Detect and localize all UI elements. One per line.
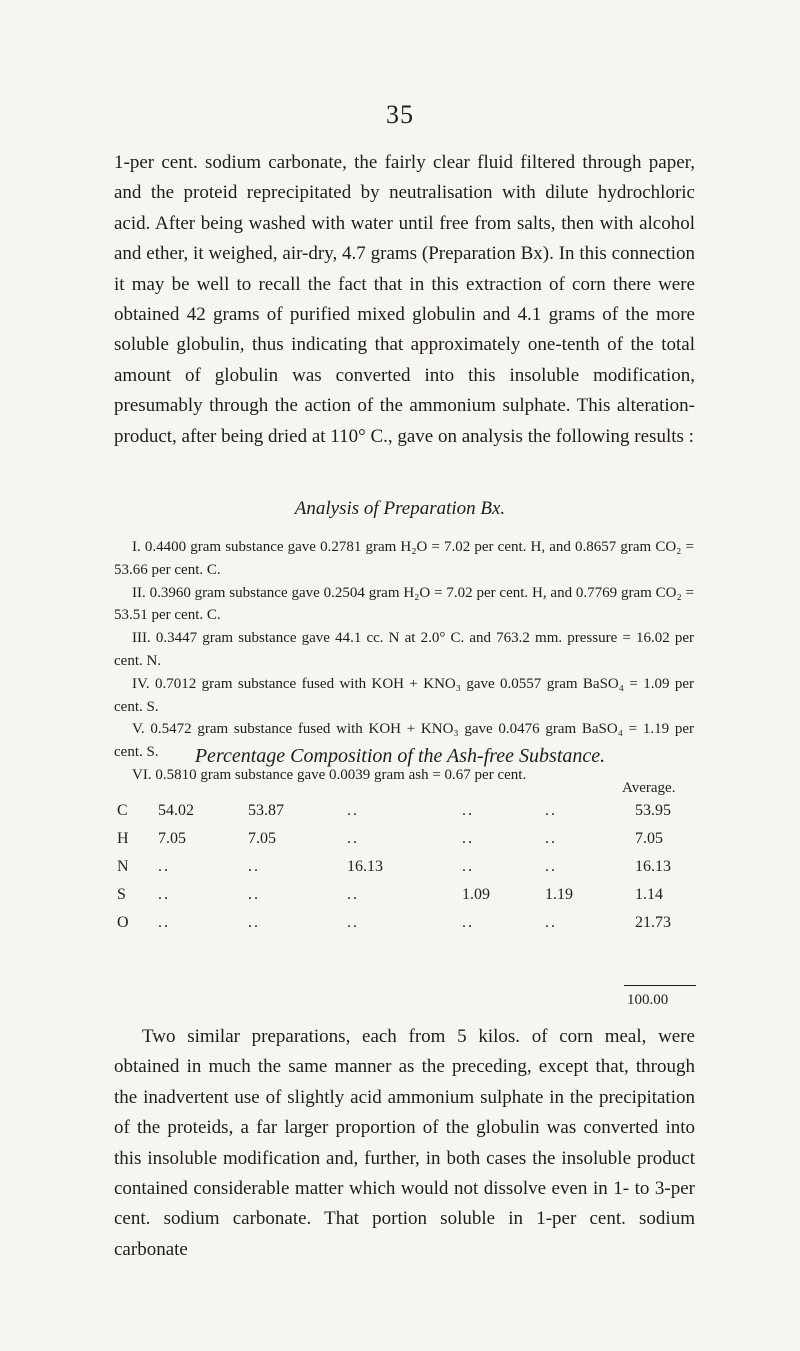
cell-c-5: .. — [545, 802, 557, 819]
paragraph-1: 1-per cent. sodium carbonate, the fairly clear fluid filtered through paper, and the proteid reprecipitated by neutralisation with dilute hydrochloric acid. After being washed with water until free from salts, then with alcohol and ether, it weighed, air-dry, 4.7 grams (Preparation Bx). In this connection it may be well to recall the fact that in this extraction of corn there were obtained 42 grams of purified mixed globulin and 4.1 grams of the more soluble globulin, thus indicating that approximately one-tenth of the total amount of globulin was converted into this insoluble modification, presumably through the action of the ammonium sulphate. This alteration-product, after being dried at 110° C., gave on analysis the following results : — [114, 152, 695, 447]
row-label-h: H — [117, 830, 129, 847]
analysis-result-3: III. 0.3447 gram substance gave 44.1 cc. N at 2.0° C. and 763.2 mm. pressure = 16.02 per cent. N. — [114, 630, 694, 669]
analysis-result-2: II. 0.3960 gram substance gave 0.2504 gram H₂O = 7.02 per cent. H, and 0.7769 gram CO₂ = 53.51 per cent. C. — [114, 584, 694, 624]
cell-h-average: 7.05 — [635, 830, 663, 847]
cell-n-3: 16.13 — [347, 858, 383, 875]
row-label-s: S — [117, 886, 126, 903]
cell-c-3: .. — [347, 802, 359, 819]
cell-n-2: .. — [248, 858, 260, 875]
cell-n-average: 16.13 — [635, 858, 671, 875]
row-label-o: O — [117, 914, 129, 931]
sum-rule — [624, 985, 696, 986]
cell-c-2: 53.87 — [248, 802, 284, 819]
analysis-result-4: IV. 0.7012 gram substance fused with KOH + KNO₃ gave 0.0557 gram BaSO₄ = 1.09 per cent. S. — [114, 675, 694, 715]
analysis-result-5: V. 0.5472 gram substance fused with KOH + KNO₃ gave 0.0476 gram BaSO₄ = 1.19 per cent. S. — [114, 721, 694, 761]
cell-h-4: .. — [462, 830, 474, 847]
cell-c-4: .. — [462, 802, 474, 819]
cell-h-1: 7.05 — [158, 830, 186, 847]
row-label-n: N — [117, 858, 129, 875]
analysis-heading: Analysis of Preparation Bx. — [294, 498, 506, 519]
cell-o-4: .. — [462, 914, 474, 931]
cell-h-5: .. — [545, 830, 557, 847]
cell-o-5: .. — [545, 914, 557, 931]
analysis-result-1: I. 0.4400 gram substance gave 0.2781 gram H₂O = 7.02 per cent. H, and 0.8657 gram CO₂ = 53.66 per cent. C. — [114, 539, 694, 578]
cell-n-1: .. — [158, 858, 170, 875]
cell-o-average: 21.73 — [635, 914, 671, 931]
cell-c-1: 54.02 — [158, 802, 194, 819]
page-number: 35 — [386, 100, 414, 129]
cell-c-average: 53.95 — [635, 802, 671, 819]
cell-s-average: 1.14 — [635, 886, 663, 903]
cell-o-2: .. — [248, 914, 260, 931]
cell-n-5: .. — [545, 858, 557, 875]
cell-s-2: .. — [248, 886, 260, 903]
row-label-c: C — [117, 802, 128, 819]
cell-h-3: .. — [347, 830, 359, 847]
composition-table — [0, 780, 800, 1010]
paragraph-2: Two similar preparations, each from 5 kilos. of corn meal, were obtained in much the same manner as the preceding, except that, through the inadvertent use of slightly acid ammonium sulphate in the precipitation of the proteids, a far larger proportion of the globulin was converted into this insoluble modification and, further, in both cases the insoluble product contained considerable matter which would not dissolve even in 1- to 3-per cent. sodium carbonate. That portion soluble in 1-per cent. sodium carbonate — [114, 1026, 695, 1260]
table-heading: Percentage Composition of the Ash-free Substance. — [194, 745, 606, 767]
cell-s-1: .. — [158, 886, 170, 903]
cell-h-2: 7.05 — [248, 830, 276, 847]
cell-s-3: .. — [347, 886, 359, 903]
average-header: Average. — [622, 780, 676, 796]
cell-s-4: 1.09 — [462, 886, 490, 903]
cell-o-3: .. — [347, 914, 359, 931]
cell-o-1: .. — [158, 914, 170, 931]
cell-s-5: 1.19 — [545, 886, 573, 903]
cell-n-4: .. — [462, 858, 474, 875]
total-value: 100.00 — [627, 992, 669, 1008]
analysis-result-6: VI. 0.5810 gram substance gave 0.0039 gram ash = 0.67 per cent. — [132, 766, 527, 783]
